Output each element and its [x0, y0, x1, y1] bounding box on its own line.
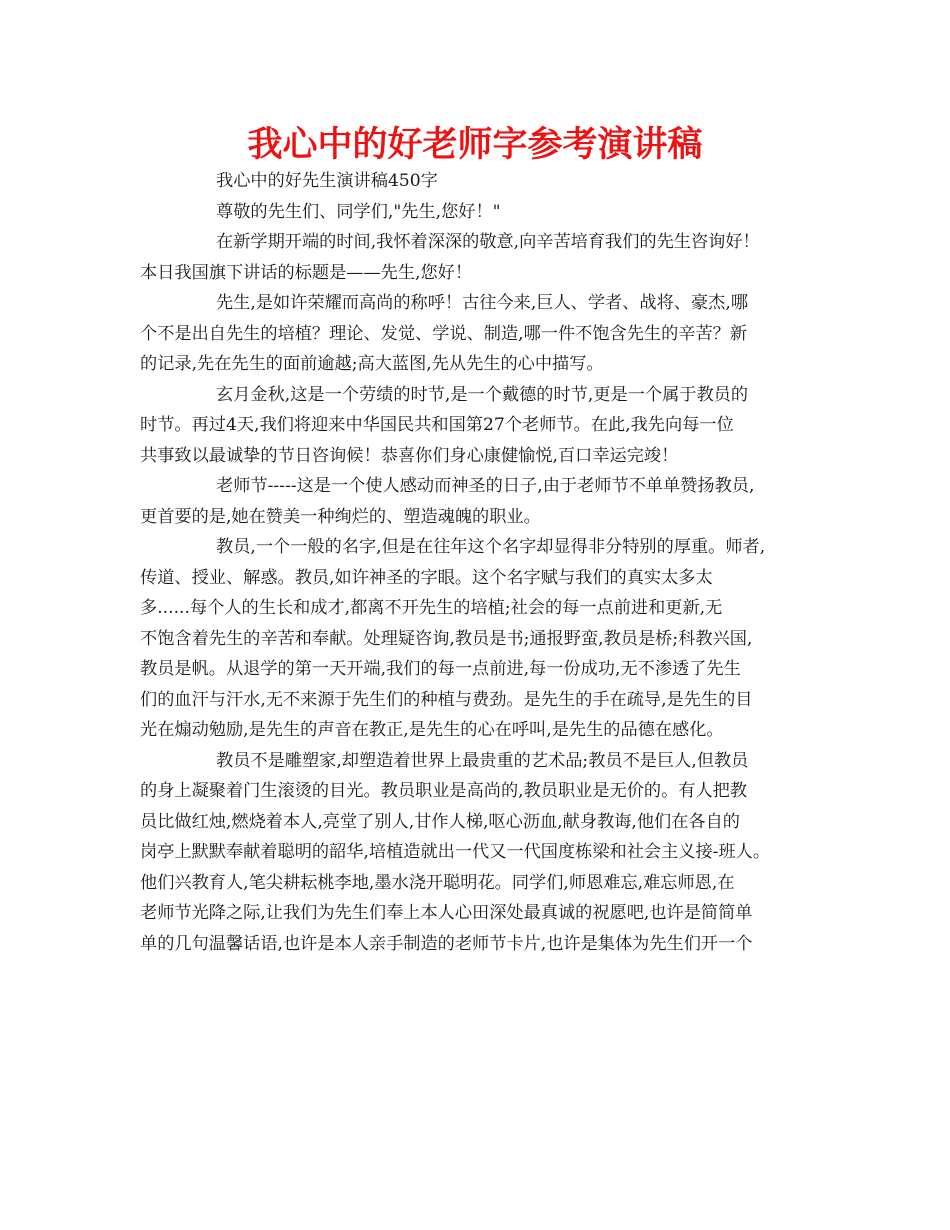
document-line: 他们兴教育人,笔尖耕耘桃李地,墨水浇开聪明花。同学们,师恩难忘,难忘师恩,在	[140, 872, 735, 893]
document-line: 传道、授业、解惑。教员,如许神圣的字眼。这个名字赋与我们的真实太多太	[140, 567, 713, 588]
document-line: 的身上凝聚着门生滚烫的目光。教员职业是高尚的,教员职业是无价的。有人把教	[140, 781, 748, 801]
document-line: 先生,是如许荣耀而高尚的称呼！古往今来,巨人、学者、战将、豪杰,哪	[216, 293, 749, 313]
document-line: 老师节-----这是一个使人感动而神圣的日子,由于老师节不单单赞扬教员,	[216, 476, 755, 496]
document-line: 教员,一个一般的名字,但是在往年这个名字却显得非分特别的厚重。师者,	[216, 537, 766, 557]
document-line: 们的血汗与汗水,无不来源于先生们的种植与费劲。是先生的手在疏导,是先生的目	[140, 689, 753, 710]
document-line: 不饱含着先生的辛苦和奉献。处理疑咨询,教员是书;通报野蛮,教员是桥;科教兴国,	[140, 628, 753, 649]
document-line: 我心中的好先生演讲稿450字	[216, 171, 438, 191]
document-line: 玄月金秋,这是一个劳绩的时节,是一个戴德的时节,更是一个属于教员的	[216, 384, 749, 405]
document-line: 个不是出自先生的培植？理论、发觉、学说、制造,哪一件不饱含先生的辛苦？新	[140, 323, 748, 344]
document-title: 我心中的好老师字参考演讲稿	[247, 125, 703, 165]
document-line: 教员是帆。从退学的第一天开端,我们的每一点前进,每一份成功,无不渗透了先生	[140, 659, 741, 679]
document-line: 尊敬的先生们、同学们,"先生,您好！"	[216, 201, 501, 222]
document-line: 时节。再过4天,我们将迎来中华国民共和国第27个老师节。在此,我先向每一位	[140, 415, 734, 435]
document-line: 更首要的是,她在赞美一种绚烂的、塑造魂魄的职业。	[140, 506, 541, 527]
document-line: 员比做红烛,燃烧着本人,亮堂了别人,甘作人梯,呕心沥血,献身教诲,他们在各自的	[140, 811, 740, 832]
document-line: 共事致以最诚挚的节日咨询候！恭喜你们身心康健愉悦,百口幸运完竣！	[140, 445, 679, 466]
document-line: 光在煽动勉励,是先生的声音在教正,是先生的心在呼叫,是先生的品德在感化。	[140, 720, 724, 740]
document-line: 单的几句温馨话语,也许是本人亲手制造的老师节卡片,也许是集体为先生们开一个	[140, 933, 753, 954]
document-body	[140, 166, 822, 959]
document-line: 本日我国旗下讲话的标题是——先生,您好！	[140, 262, 473, 283]
document-line: 岗亭上默默奉献着聪明的韶华,培植造就出一代又一代国度栋梁和社会主义接-班人。	[140, 842, 771, 862]
document-line: 的记录,先在先生的面前逾越;高大蓝图,先从先生的心中描写。	[140, 354, 604, 374]
document-line: 在新学期开端的时间,我怀着深深的敬意,向辛苦培育我们的先生咨询好！	[216, 232, 760, 252]
document-line: 教员不是雕塑家,却塑造着世界上最贵重的艺术品;教员不是巨人,但教员	[216, 750, 749, 771]
document-line: 多......每个人的生长和成才,都离不开先生的培植;社会的每一点前进和更新,无	[140, 598, 723, 618]
document-line: 老师节光降之际,让我们为先生们奉上本人心田深处最真诚的祝愿吧,也许是简简单	[140, 903, 753, 923]
